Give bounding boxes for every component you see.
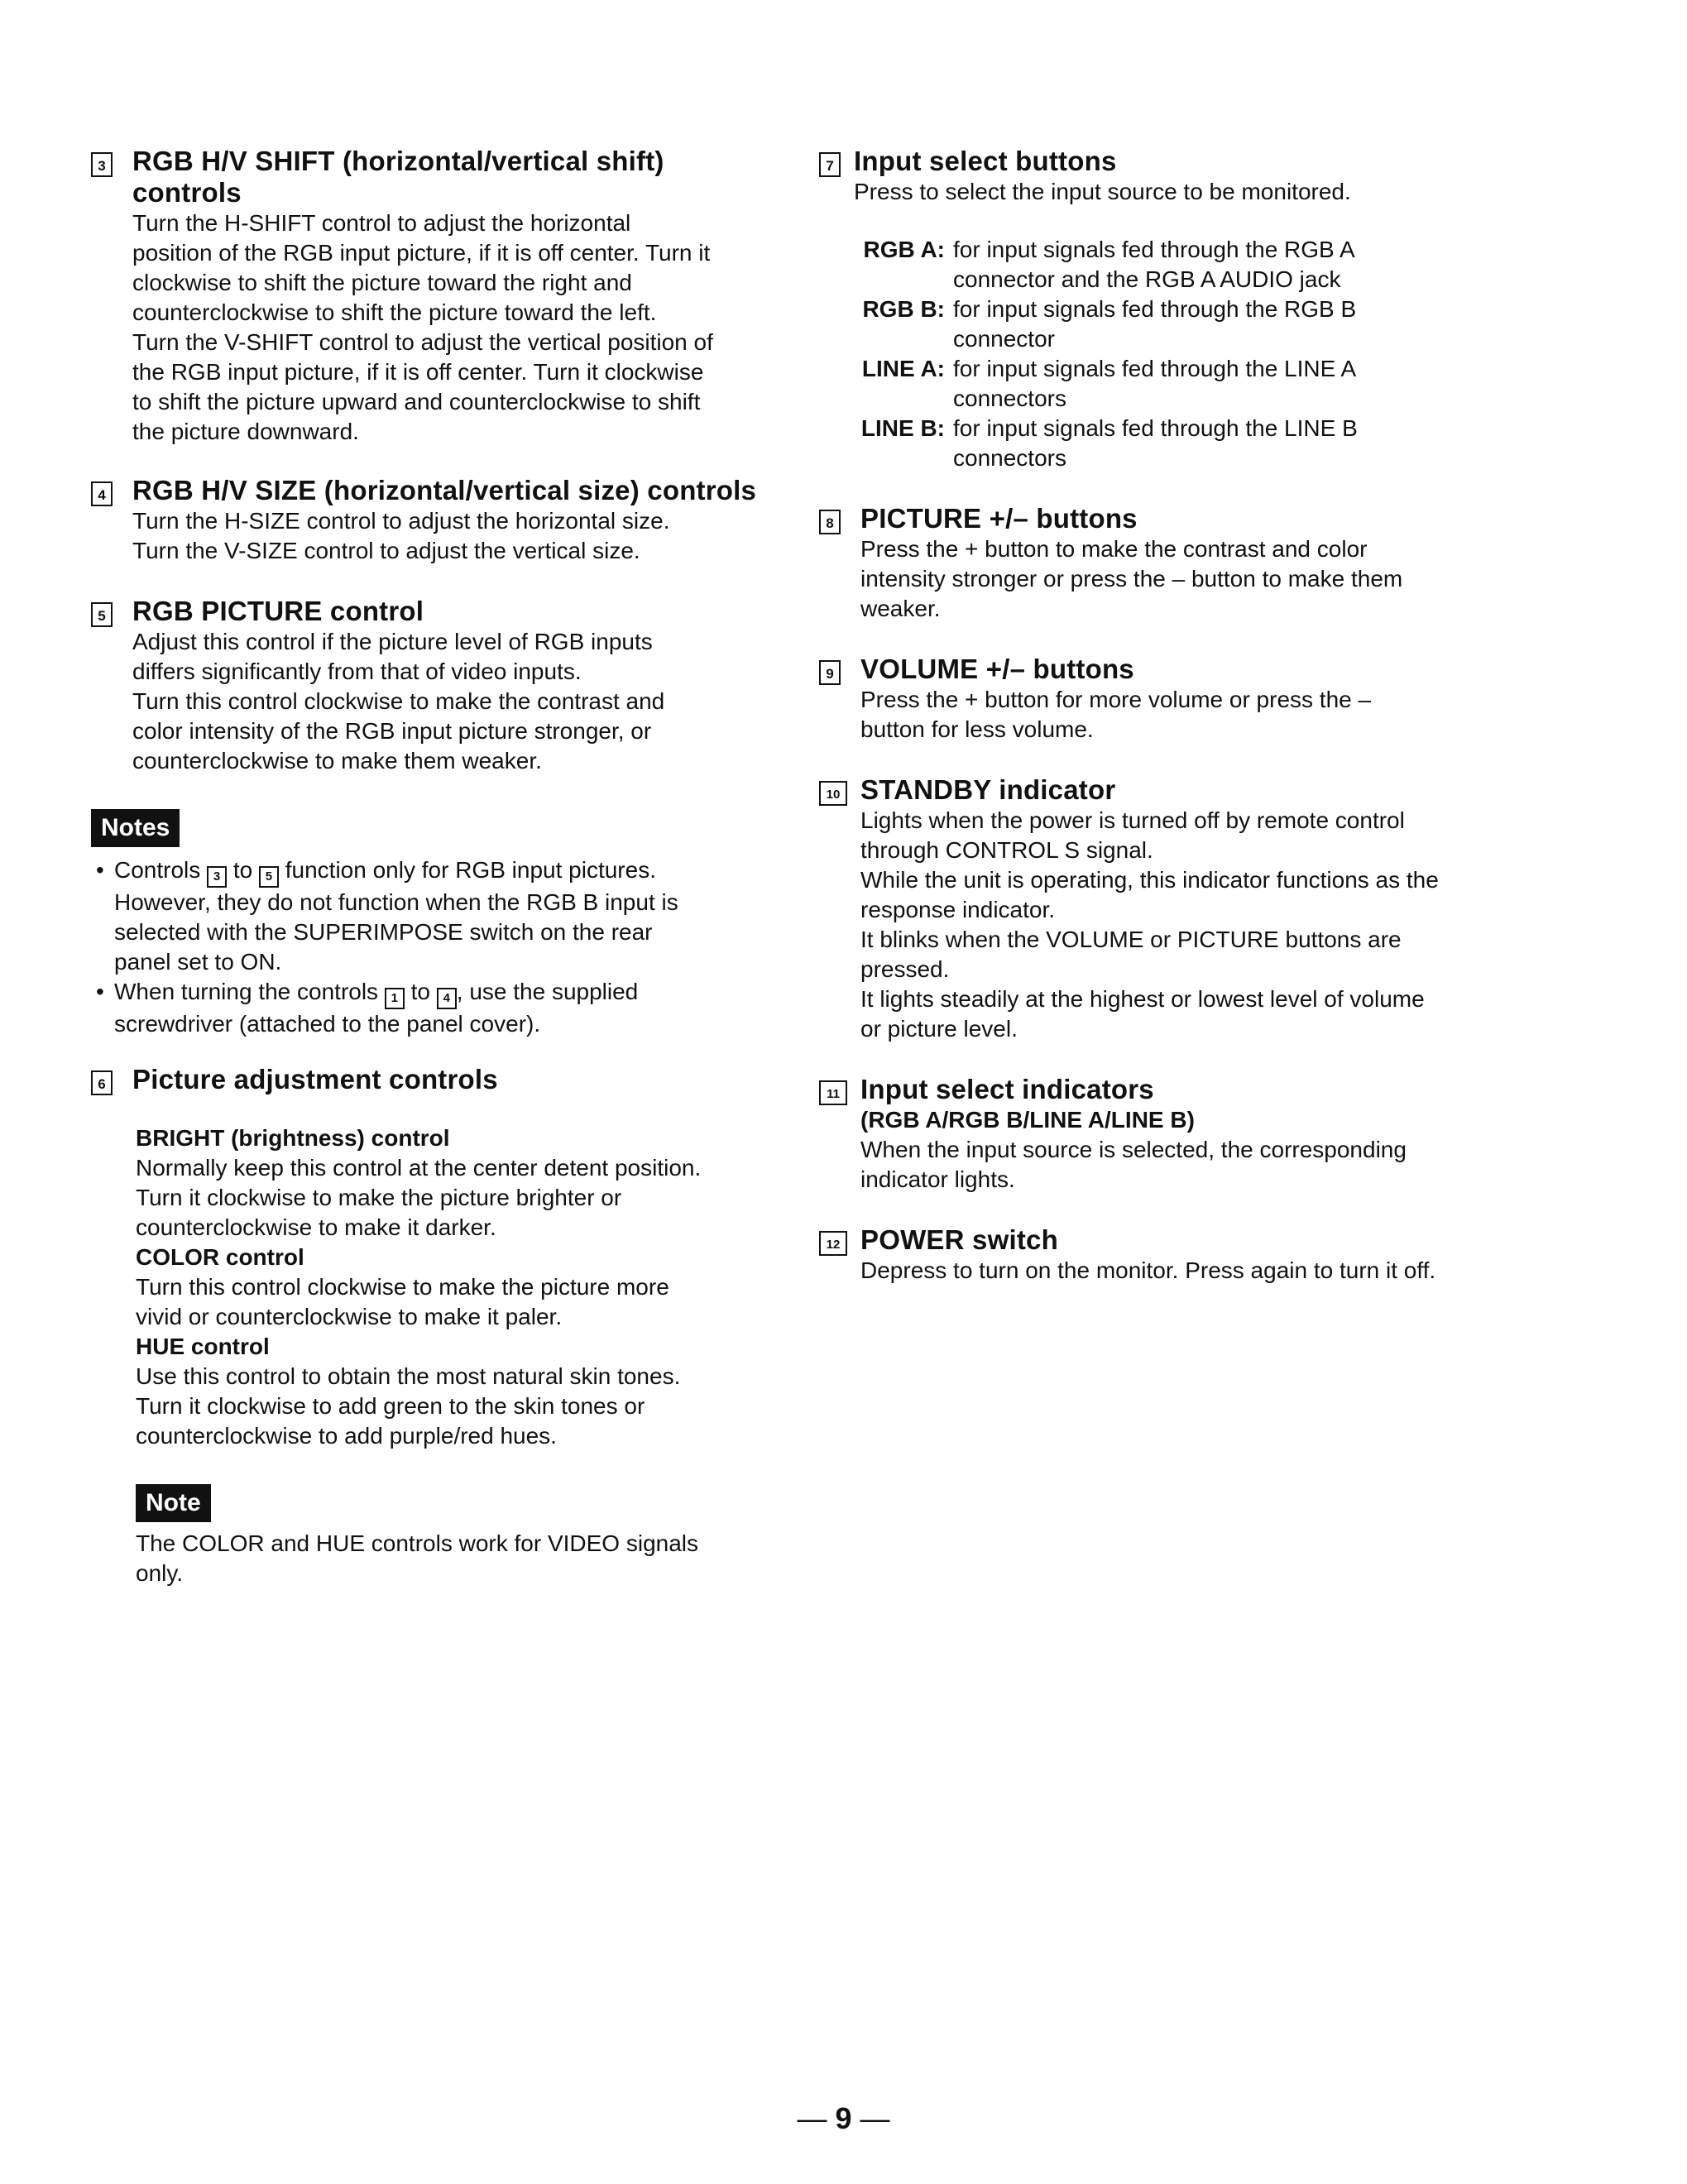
item-number-badge: 3 xyxy=(91,152,113,177)
section-body: Adjust this control if the picture level of RGB inputs differs significantly from that of video inputs. Turn this control clockwise to make the contrast and color intensity of the RGB input picture stronger, or counterclockwise to make them weaker. xyxy=(132,629,665,774)
section-title: PICTURE +/– buttons xyxy=(860,503,1138,534)
item-number-badge: 10 xyxy=(819,781,847,806)
section-body: Depress to turn on the monitor. Press again to turn it off. xyxy=(860,1257,1436,1283)
section-title: Picture adjustment controls xyxy=(132,1064,498,1094)
input-desc: for input signals fed through the LINE A connectors xyxy=(953,356,1357,411)
hue-heading: HUE control xyxy=(136,1334,270,1359)
item-number-badge: 4 xyxy=(437,988,457,1009)
color-heading: COLOR control xyxy=(136,1244,304,1270)
item-number-badge: 5 xyxy=(259,866,279,888)
input-key: RGB A: xyxy=(863,237,945,262)
section-body: Turn the H-SHIFT control to adjust the horizontal position of the RGB input picture, if it is off center. Turn it clockwise to shift the picture toward the right and counterclockwise to shift the picture toward the left. Turn the V-SHIFT control to adjust the vertical position of the RGB input picture, if it is off center. Turn it clockwise to shift the picture upward and counterclockwise to shift the picture downward. xyxy=(132,210,713,444)
right-column xyxy=(819,146,1531,1286)
notes-label: Notes xyxy=(91,809,180,847)
section-power-switch xyxy=(819,1224,1531,1286)
section-title: VOLUME +/– buttons xyxy=(860,654,1134,684)
note-item: • Controls 3 to 5 function only for RGB input pictures. However, they do not function when the RGB B input is selected with the SUPERIMPOSE switch on the rear panel set to ON. xyxy=(91,855,803,977)
page-number: — 9 — xyxy=(797,2101,890,2135)
notes-block xyxy=(91,809,803,1039)
section-picture-adjustment xyxy=(91,1064,803,1588)
section-volume-buttons xyxy=(819,654,1531,745)
item-number-badge: 5 xyxy=(91,602,113,627)
section-subtitle: (RGB A/RGB B/LINE A/LINE B) xyxy=(860,1107,1195,1133)
color-body: Turn this control clockwise to make the picture more vivid or counterclockwise to make it paler. xyxy=(136,1274,669,1329)
input-key: LINE A: xyxy=(861,356,945,381)
section-input-select-indicators xyxy=(819,1074,1531,1195)
item-number-badge: 1 xyxy=(385,988,405,1009)
section-body: When the input source is selected, the corresponding indicator lights. xyxy=(860,1137,1407,1192)
section-body: Turn the H-SIZE control to adjust the horizontal size. Turn the V-SIZE control to adjust the vertical size. xyxy=(132,508,670,563)
section-picture-buttons xyxy=(819,503,1531,624)
note-item: • When turning the controls 1 to 4 , use the supplied screwdriver (attached to the panel cover). xyxy=(91,977,803,1039)
section-title: POWER switch xyxy=(860,1224,1058,1255)
left-column xyxy=(91,146,803,1588)
item-number-badge: 3 xyxy=(207,866,227,888)
section-standby-indicator xyxy=(819,774,1531,1044)
item-number-badge: 12 xyxy=(819,1231,847,1256)
input-key: RGB B: xyxy=(862,296,945,322)
notes-list xyxy=(91,855,803,1039)
section-rgb-hv-size xyxy=(91,475,803,566)
section-title: RGB H/V SHIFT (horizontal/vertical shift) controls xyxy=(132,146,664,208)
item-number-badge: 4 xyxy=(91,481,113,506)
section-title: RGB H/V SIZE (horizontal/vertical size) controls xyxy=(132,475,757,505)
section-input-select-buttons xyxy=(819,146,1531,473)
bright-body: Normally keep this control at the center detent position. Turn it clockwise to make the picture brighter or counterclockwise to make it darker. xyxy=(136,1155,702,1240)
section-body: Press the + button for more volume or press the – button for less volume. xyxy=(860,687,1372,742)
input-desc: for input signals fed through the RGB B connector xyxy=(953,296,1357,352)
section-title: STANDBY indicator xyxy=(860,774,1116,805)
input-desc: for input signals fed through the RGB A connector and the RGB A AUDIO jack xyxy=(953,237,1355,292)
section-body: Press the + button to make the contrast and color intensity stronger or press the – button to make them weaker. xyxy=(860,536,1403,621)
bright-heading: BRIGHT (brightness) control xyxy=(136,1125,450,1151)
section-title: Input select indicators xyxy=(860,1074,1154,1104)
input-desc: for input signals fed through the LINE B connectors xyxy=(953,415,1358,471)
section-body: Lights when the power is turned off by remote control through CONTROL S signal. While the unit is operating, this indicator functions as the response indicator. It blinks when the VOLUME or PICTURE buttons are pressed. It lights steadily at the highest or lowest level of volume or picture level. xyxy=(860,807,1439,1042)
hue-body: Use this control to obtain the most natural skin tones. Turn it clockwise to add green to the skin tones or counterclockwise to add purple/red hues. xyxy=(136,1363,681,1449)
note-label: Note xyxy=(136,1484,211,1522)
section-rgb-hv-shift xyxy=(91,146,803,447)
item-number-badge: 7 xyxy=(819,152,841,177)
section-title: Input select buttons xyxy=(854,146,1117,176)
note-block xyxy=(132,1484,803,1588)
section-rgb-picture xyxy=(91,596,803,776)
input-list xyxy=(854,235,1531,473)
note-body: The COLOR and HUE controls work for VIDEO signals only. xyxy=(136,1530,699,1586)
section-intro: Press to select the input source to be monitored. xyxy=(854,179,1351,204)
item-number-badge: 11 xyxy=(819,1080,847,1105)
input-key: LINE B: xyxy=(860,415,945,441)
section-title: RGB PICTURE control xyxy=(132,596,424,626)
item-number-badge: 9 xyxy=(819,660,841,685)
item-number-badge: 6 xyxy=(91,1070,113,1095)
item-number-badge: 8 xyxy=(819,510,841,534)
subcontrols xyxy=(132,1123,803,1451)
